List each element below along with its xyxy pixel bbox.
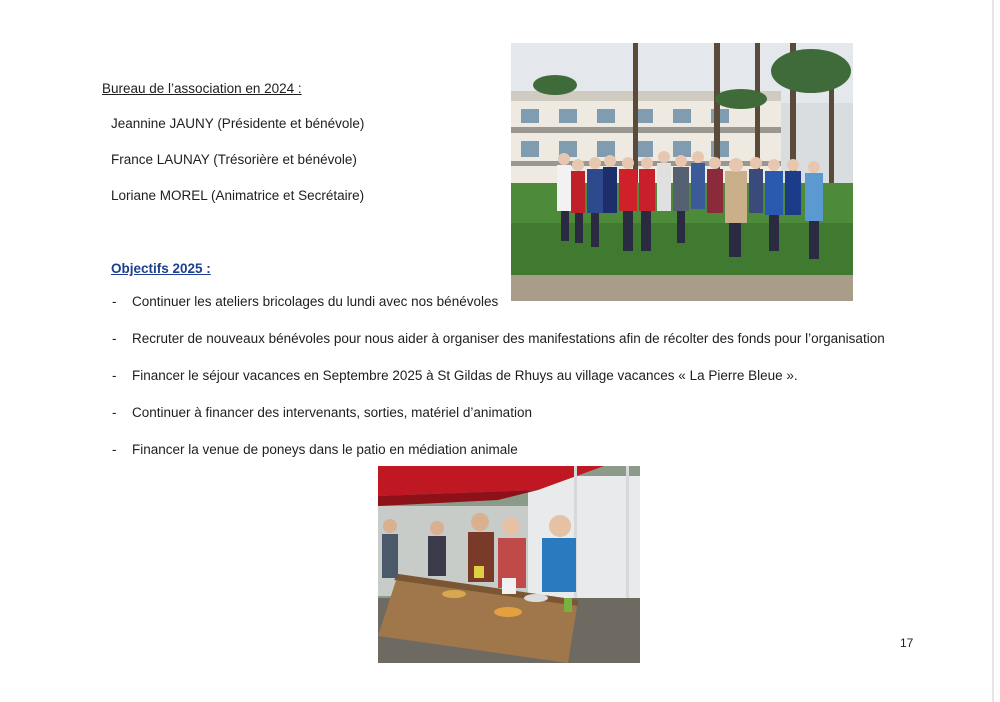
objectif-text: Financer la venue de poneys dans le patio en médiation animale	[132, 442, 518, 457]
bureau-member: Loriane MOREL (Animatrice et Secrétaire)	[111, 188, 365, 203]
group-photo	[511, 43, 853, 301]
objectif-text: Recruter de nouveaux bénévoles pour nous aider à organiser des manifestations afin de récolter des fonds pour l’organisation	[132, 331, 885, 346]
objectifs-title: Objectifs 2025 :	[111, 261, 211, 276]
bullet-dash: -	[112, 368, 117, 383]
bullet-dash: -	[112, 442, 117, 457]
objectif-text: Continuer les ateliers bricolages du lundi avec nos bénévoles	[132, 294, 499, 309]
page-number: 17	[900, 636, 914, 650]
page-edge	[992, 0, 994, 702]
bureau-member: France LAUNAY (Trésorière et bénévole)	[111, 152, 357, 167]
stall-photo	[378, 466, 640, 663]
objectif-text: Continuer à financer des intervenants, sorties, matériel d’animation	[132, 405, 532, 420]
bureau-member: Jeannine JAUNY (Présidente et bénévole)	[111, 116, 365, 131]
bullet-dash: -	[112, 331, 117, 346]
bureau-title: Bureau de l’association en 2024 :	[102, 81, 302, 96]
bullet-dash: -	[112, 405, 117, 420]
objectif-text: Financer le séjour vacances en Septembre 2025 à St Gildas de Rhuys au village vacances « La Pierre Bleue ».	[132, 368, 798, 383]
bullet-dash: -	[112, 294, 117, 309]
